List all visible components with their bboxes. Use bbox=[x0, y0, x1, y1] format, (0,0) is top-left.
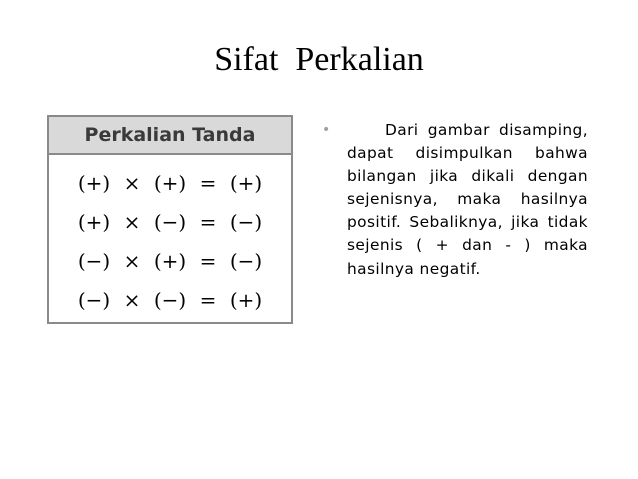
equals-symbol: = bbox=[199, 248, 217, 273]
table-body bbox=[49, 155, 291, 319]
operand-a: (+) bbox=[77, 209, 111, 234]
times-symbol: × bbox=[123, 209, 141, 234]
operand-a: (−) bbox=[77, 287, 111, 312]
times-symbol: × bbox=[123, 248, 141, 273]
bullet-point bbox=[322, 119, 588, 281]
table-header-label: Perkalian Tanda bbox=[84, 124, 256, 146]
equals-symbol: = bbox=[199, 287, 217, 312]
table-row bbox=[49, 163, 291, 202]
result-sign: (+) bbox=[229, 287, 263, 312]
operand-a: (+) bbox=[77, 170, 111, 195]
equals-symbol: = bbox=[199, 170, 217, 195]
operand-b: (−) bbox=[153, 209, 187, 234]
bullet-text-content: Dari gambar disamping, dapat disimpulkan bahwa bilangan jika dikali dengan sejenisnya, maka hasilnya positif. Sebaliknya, jika tidak sejenis ( + dan - ) maka hasilnya negatif. bbox=[347, 121, 588, 278]
sign-multiplication-table bbox=[47, 115, 293, 324]
result-sign: (+) bbox=[229, 170, 263, 195]
equals-symbol: = bbox=[199, 209, 217, 234]
bullet-text bbox=[347, 119, 588, 281]
table-row bbox=[49, 241, 291, 280]
table-row bbox=[49, 202, 291, 241]
result-sign: (−) bbox=[229, 209, 263, 234]
table-row bbox=[49, 280, 291, 319]
times-symbol: × bbox=[123, 170, 141, 195]
operand-b: (+) bbox=[153, 170, 187, 195]
result-sign: (−) bbox=[229, 248, 263, 273]
operand-b: (−) bbox=[153, 287, 187, 312]
table-header bbox=[49, 117, 291, 155]
bullet-marker-icon: • bbox=[322, 122, 331, 138]
times-symbol: × bbox=[123, 287, 141, 312]
operand-a: (−) bbox=[77, 248, 111, 273]
slide-title: Sifat Perkalian bbox=[214, 41, 424, 78]
operand-b: (+) bbox=[153, 248, 187, 273]
